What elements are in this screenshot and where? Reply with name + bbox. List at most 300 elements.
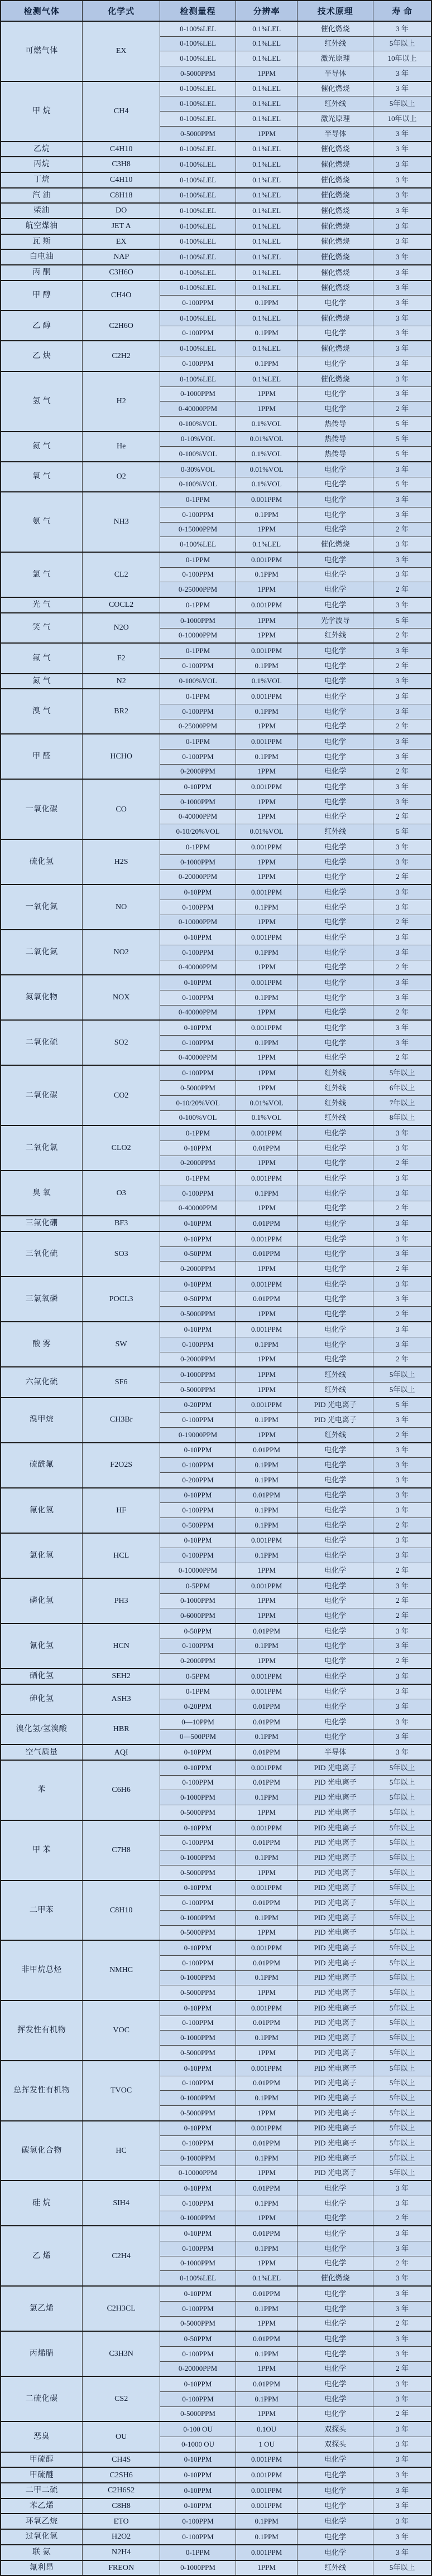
resolution-cell: 1PPM <box>236 2105 297 2120</box>
range-cell: 0-1PPM <box>160 1684 236 1699</box>
life-cell: 2 年 <box>373 1005 431 1020</box>
gas-name-cell: 氮 气 <box>1 674 83 689</box>
range-cell: 0-10000PPM <box>160 2166 236 2181</box>
principle-cell: PID 光电离子 <box>297 1805 373 1820</box>
gas-name-cell: 甲 醇 <box>1 281 83 311</box>
resolution-cell: 1PPM <box>236 402 297 417</box>
range-cell: 0-10PPM <box>160 1940 236 1955</box>
principle-cell: 电化学 <box>297 1623 373 1639</box>
principle-cell: 电化学 <box>297 326 373 341</box>
principle-cell: 电化学 <box>297 582 373 597</box>
table-row <box>1 1443 431 1458</box>
range-cell: 0-10PPM <box>160 1881 236 1896</box>
gas-name-cell: 二甲苯 <box>1 1881 83 1941</box>
range-cell: 0-10PPM <box>160 1020 236 1035</box>
resolution-cell: 0.001PPM <box>236 1125 297 1140</box>
principle-cell: 电化学 <box>297 719 373 734</box>
principle-cell: 电化学 <box>297 900 373 915</box>
principle-cell: 电化学 <box>297 1020 373 1035</box>
principle-cell: 电化学 <box>297 2331 373 2346</box>
life-cell: 2 年 <box>373 1201 431 1216</box>
principle-cell: 电化学 <box>297 1262 373 1277</box>
resolution-cell: 1PPM <box>236 719 297 734</box>
range-cell: 0-1PPM <box>160 734 236 749</box>
resolution-cell: 0.1PPM <box>236 1458 297 1473</box>
table-row <box>1 1398 431 1413</box>
range-cell: 0-100PPM <box>160 2346 236 2361</box>
life-cell: 2 年 <box>373 402 431 417</box>
range-cell: 0-100%LEL <box>160 249 236 265</box>
resolution-cell: 0.1PPM <box>236 1337 297 1352</box>
range-cell: 0-5000PPM <box>160 126 236 141</box>
life-cell: 3 年 <box>373 126 431 141</box>
life-cell: 7年以上 <box>373 1095 431 1110</box>
gas-name-cell: 空气质量 <box>1 1744 83 1760</box>
principle-cell: PID 光电离子 <box>297 1398 373 1413</box>
life-cell: 3 年 <box>373 1216 431 1231</box>
life-cell: 3 年 <box>373 885 431 900</box>
life-cell: 5年以上 <box>373 1940 431 1955</box>
resolution-cell: 0.001PPM <box>236 1940 297 1955</box>
principle-cell: PID 光电离子 <box>297 1910 373 1925</box>
range-cell: 0-10PPM <box>160 1488 236 1503</box>
table-row <box>1 2226 431 2241</box>
life-cell: 3 年 <box>373 371 431 386</box>
principle-cell: 红外线 <box>297 36 373 51</box>
principle-cell: 电化学 <box>297 1186 373 1201</box>
principle-cell: 电化学 <box>297 2467 373 2483</box>
principle-cell: 电化学 <box>297 2529 373 2545</box>
resolution-cell: 0.01PPM <box>236 1216 297 1231</box>
gas-name-cell: 甲 醛 <box>1 734 83 779</box>
life-cell: 3 年 <box>373 2271 431 2286</box>
table-row <box>1 839 431 854</box>
life-cell: 3 年 <box>373 734 431 749</box>
life-cell: 3 年 <box>373 689 431 704</box>
range-cell: 0-1000PPM <box>160 2211 236 2226</box>
table-row <box>1 2000 431 2016</box>
range-cell: 0-5000PPM <box>160 1925 236 1940</box>
life-cell: 3 年 <box>373 2422 431 2437</box>
life-cell: 2 年 <box>373 915 431 930</box>
life-cell: 2 年 <box>373 869 431 885</box>
gas-name-cell: 氨 气 <box>1 492 83 552</box>
principle-cell: 电化学 <box>297 1533 373 1548</box>
life-cell: 2 年 <box>373 1156 431 1171</box>
resolution-cell: 0.1PPM <box>236 326 297 341</box>
resolution-cell: 1PPM <box>236 1608 297 1623</box>
table-row <box>1 2452 431 2468</box>
formula-cell: N2 <box>83 674 160 689</box>
gas-name-cell: 恶臭 <box>1 2422 83 2452</box>
life-cell: 3 年 <box>373 1548 431 1563</box>
life-cell: 5 年 <box>373 432 431 447</box>
range-cell: 0-100PPM <box>160 1186 236 1201</box>
resolution-cell: 0.01%VOL <box>236 824 297 839</box>
life-cell: 3 年 <box>373 1413 431 1428</box>
formula-cell: CH3Br <box>83 1398 160 1443</box>
resolution-cell: 0.1%VOL <box>236 447 297 462</box>
resolution-cell: 1PPM <box>236 126 297 141</box>
range-cell: 0-100PPM <box>160 2016 236 2031</box>
resolution-cell: 1PPM <box>236 1985 297 2000</box>
resolution-cell: 0.1PPM <box>236 1036 297 1051</box>
life-cell: 2 年 <box>373 2316 431 2331</box>
life-cell: 2 年 <box>373 1427 431 1442</box>
resolution-cell: 1PPM <box>236 2166 297 2181</box>
gas-name-cell: 苯 <box>1 1760 83 1820</box>
resolution-cell: 0.01PPM <box>236 1246 297 1262</box>
life-cell: 3 年 <box>373 1744 431 1760</box>
gas-name-cell: 丁烷 <box>1 172 83 188</box>
resolution-cell: 0.1PPM <box>236 750 297 765</box>
resolution-cell: 1 OU <box>236 2437 297 2452</box>
range-cell: 0-10PPM <box>160 2000 236 2016</box>
resolution-cell: 1PPM <box>236 1427 297 1442</box>
resolution-cell: 0.1%LEL <box>236 81 297 96</box>
principle-cell: 电化学 <box>297 2361 373 2376</box>
gas-name-cell: 可燃气体 <box>1 21 83 81</box>
principle-cell: 催化燃烧 <box>297 249 373 265</box>
gas-name-cell: 汽 油 <box>1 188 83 204</box>
resolution-cell: 1PPM <box>236 915 297 930</box>
principle-cell: 半导体 <box>297 1744 373 1760</box>
range-cell: 0-100PPM <box>160 2301 236 2316</box>
range-cell: 0-1PPM <box>160 839 236 854</box>
resolution-cell: 0.001PPM <box>236 1020 297 1035</box>
life-cell: 3 年 <box>373 1669 431 1684</box>
life-cell: 3 年 <box>373 2301 431 2316</box>
life-cell: 2 年 <box>373 1608 431 1623</box>
table-row <box>1 1367 431 1382</box>
gas-name-cell: 乙 烯 <box>1 2226 83 2286</box>
resolution-cell: 0.1PPM <box>236 1850 297 1865</box>
formula-cell: CO <box>83 779 160 839</box>
table-row <box>1 2545 431 2560</box>
principle-cell: 电化学 <box>297 2406 373 2422</box>
resolution-cell: 0.01PPM <box>236 1775 297 1790</box>
resolution-cell: 0.001PPM <box>236 885 297 900</box>
resolution-cell: 0.01PPM <box>236 2286 297 2301</box>
table-body <box>1 21 431 2575</box>
life-cell: 5年以上 <box>373 1970 431 1985</box>
range-cell: 0-100PPM <box>160 2241 236 2256</box>
table-row <box>1 1216 431 1231</box>
principle-cell: 红外线 <box>297 1110 373 1125</box>
resolution-cell: 0.1PPM <box>236 900 297 915</box>
principle-cell: PID 光电离子 <box>297 2166 373 2181</box>
life-cell: 3 年 <box>373 1277 431 1292</box>
principle-cell: 电化学 <box>297 869 373 885</box>
life-cell: 2 年 <box>373 582 431 597</box>
principle-cell: 电化学 <box>297 1518 373 1533</box>
principle-cell: 电化学 <box>297 567 373 582</box>
range-cell: 0-100PPM <box>160 1835 236 1850</box>
life-cell: 3 年 <box>373 1699 431 1714</box>
life-cell: 5 年 <box>373 1398 431 1413</box>
life-cell: 3 年 <box>373 2331 431 2346</box>
principle-cell: 电化学 <box>297 2545 373 2560</box>
resolution-cell: 0.001PPM <box>236 1669 297 1684</box>
range-cell: 0-10000PPM <box>160 628 236 643</box>
range-cell: 0-5000PPM <box>160 66 236 81</box>
life-cell: 3 年 <box>373 552 431 567</box>
life-cell: 5年以上 <box>373 1881 431 1896</box>
range-cell: 0-10PPM <box>160 1216 236 1231</box>
life-cell: 3 年 <box>373 21 431 36</box>
principle-cell: 催化燃烧 <box>297 188 373 204</box>
resolution-cell: 0.1PPM <box>236 1910 297 1925</box>
resolution-cell: 0.01PPM <box>236 1140 297 1156</box>
resolution-cell: 0.01PPM <box>236 1292 297 1307</box>
resolution-cell: 0.1%LEL <box>236 249 297 265</box>
formula-cell: C2H4 <box>83 2226 160 2286</box>
range-cell: 0-50PPM <box>160 2331 236 2346</box>
life-cell: 5年以上 <box>373 36 431 51</box>
life-cell: 3 年 <box>373 1036 431 1051</box>
principle-cell: PID 光电离子 <box>297 1896 373 1911</box>
range-cell: 0-100PPM <box>160 356 236 371</box>
life-cell: 5年以上 <box>373 1835 431 1850</box>
formula-cell: BF3 <box>83 1216 160 1231</box>
range-cell: 0-100%VOL <box>160 1110 236 1125</box>
resolution-cell: 0.1%LEL <box>236 36 297 51</box>
principle-cell: 催化燃烧 <box>297 371 373 386</box>
life-cell: 2 年 <box>373 1262 431 1277</box>
range-cell: 0-1PPM <box>160 597 236 613</box>
formula-cell: HC <box>83 2121 160 2181</box>
resolution-cell: 0.01PPM <box>236 2076 297 2091</box>
resolution-cell: 0.01PPM <box>236 1956 297 1971</box>
table-row <box>1 2331 431 2346</box>
gas-name-cell: 三氟化硼 <box>1 1216 83 1231</box>
principle-cell: 催化燃烧 <box>297 219 373 234</box>
range-cell: 0-100%LEL <box>160 157 236 172</box>
life-cell: 2 年 <box>373 1563 431 1578</box>
gas-name-cell: 航空煤油 <box>1 219 83 234</box>
gas-name-cell: 环氧乙烷 <box>1 2514 83 2529</box>
range-cell: 0-100%LEL <box>160 51 236 66</box>
life-cell: 5年以上 <box>373 1865 431 1880</box>
life-cell: 3 年 <box>373 2529 431 2545</box>
formula-cell: FREON <box>83 2560 160 2576</box>
resolution-cell: 0.01%VOL <box>236 462 297 477</box>
range-cell: 0-20000PPM <box>160 2361 236 2376</box>
gas-name-cell: 氯乙烯 <box>1 2286 83 2331</box>
range-cell: 0-10PPM <box>160 1820 236 1835</box>
formula-cell: C4H10 <box>83 142 160 157</box>
range-cell: 0-1000PPM <box>160 386 236 402</box>
principle-cell: 电化学 <box>297 296 373 311</box>
gas-name-cell: 光 气 <box>1 597 83 613</box>
resolution-cell: 0.01PPM <box>236 2016 297 2031</box>
life-cell: 10年以上 <box>373 112 431 127</box>
range-cell: 0-2000PPM <box>160 764 236 779</box>
principle-cell: 电化学 <box>297 1005 373 1020</box>
table-row <box>1 689 431 704</box>
range-cell: 0-1PPM <box>160 2545 236 2560</box>
range-cell: 0-10000PPM <box>160 1563 236 1578</box>
resolution-cell: 0.001PPM <box>236 1684 297 1699</box>
range-cell: 0-1000PPM <box>160 1850 236 1865</box>
formula-cell: OU <box>83 2422 160 2452</box>
principle-cell: 电化学 <box>297 1699 373 1714</box>
range-cell: 0-100PPM <box>160 1896 236 1911</box>
formula-cell: C8H18 <box>83 188 160 204</box>
formula-cell: HCN <box>83 1623 160 1669</box>
resolution-cell: 1PPM <box>236 809 297 824</box>
life-cell: 3 年 <box>373 2514 431 2529</box>
range-cell: 0-10/20%VOL <box>160 1095 236 1110</box>
formula-cell: CH4S <box>83 2452 160 2468</box>
range-cell: 0-2000PPM <box>160 1262 236 1277</box>
range-cell: 0-100%LEL <box>160 2271 236 2286</box>
resolution-cell: 0.1PPM <box>236 1503 297 1518</box>
range-cell: 0-10PPM <box>160 1443 236 1458</box>
gas-name-cell: 丙 酮 <box>1 265 83 281</box>
formula-cell: H2 <box>83 371 160 432</box>
resolution-cell: 0.001PPM <box>236 779 297 794</box>
resolution-cell: 1PPM <box>236 66 297 81</box>
principle-cell: 电化学 <box>297 2376 373 2391</box>
range-cell: 0-1000PPM <box>160 1790 236 1805</box>
principle-cell: 电化学 <box>297 1503 373 1518</box>
range-cell: 0-100%LEL <box>160 36 236 51</box>
resolution-cell: 1PPM <box>236 1382 297 1397</box>
range-cell: 0-100PPM <box>160 296 236 311</box>
range-cell: 0-10PPM <box>160 779 236 794</box>
table-row <box>1 1020 431 1035</box>
life-cell: 3 年 <box>373 750 431 765</box>
resolution-cell: 0.1PPM <box>236 356 297 371</box>
life-cell: 3 年 <box>373 188 431 204</box>
principle-cell: 电化学 <box>297 492 373 507</box>
table-row <box>1 613 431 628</box>
principle-cell: 电化学 <box>297 1140 373 1156</box>
life-cell: 3 年 <box>373 1639 431 1654</box>
resolution-cell: 1PPM <box>236 1156 297 1171</box>
table-row <box>1 1820 431 1835</box>
range-cell: 0-50PPM <box>160 1623 236 1639</box>
resolution-cell: 0.001PPM <box>236 1533 297 1548</box>
principle-cell: 电化学 <box>297 2452 373 2468</box>
gas-name-cell: 丙烯腈 <box>1 2331 83 2376</box>
life-cell: 2 年 <box>373 960 431 975</box>
life-cell: 3 年 <box>373 326 431 341</box>
range-cell: 0-100PPM <box>160 1503 236 1518</box>
principle-cell: PID 光电离子 <box>297 1985 373 2000</box>
resolution-cell: 0.1%VOL <box>236 1110 297 1125</box>
table-row <box>1 21 431 36</box>
life-cell: 5年以上 <box>373 2000 431 2016</box>
principle-cell: 电化学 <box>297 2301 373 2316</box>
range-cell: 0-100PPM <box>160 2391 236 2406</box>
table-row <box>1 172 431 188</box>
life-cell: 3 年 <box>373 1231 431 1246</box>
range-cell: 0-100PPM <box>160 900 236 915</box>
resolution-cell: 0.001PPM <box>236 552 297 567</box>
resolution-cell: 0.1OU <box>236 2422 297 2437</box>
principle-cell: 电化学 <box>297 2226 373 2241</box>
principle-cell: 电化学 <box>297 552 373 567</box>
resolution-cell: 0.001PPM <box>236 2483 297 2498</box>
life-cell: 2 年 <box>373 1593 431 1608</box>
formula-cell: C3H8 <box>83 157 160 172</box>
life-cell: 3 年 <box>373 674 431 689</box>
resolution-cell: 0.1PPM <box>236 1518 297 1533</box>
principle-cell: 红外线 <box>297 1081 373 1096</box>
range-cell: 0-100PPM <box>160 1639 236 1654</box>
table-row <box>1 265 431 281</box>
life-cell: 5年以上 <box>373 1760 431 1775</box>
range-cell: 0-100%LEL <box>160 281 236 296</box>
principle-cell: PID 光电离子 <box>297 1956 373 1971</box>
resolution-cell: 0.1%VOL <box>236 674 297 689</box>
resolution-cell: 0.1%LEL <box>236 142 297 157</box>
resolution-cell: 0.01PPM <box>236 2181 297 2196</box>
principle-cell: 双探头 <box>297 2422 373 2437</box>
formula-cell: C6H6 <box>83 1760 160 1820</box>
principle-cell: PID 光电离子 <box>297 2136 373 2151</box>
gas-name-cell: 砷化氢 <box>1 1684 83 1714</box>
range-cell: 0-100PPM <box>160 1036 236 1051</box>
life-cell: 2 年 <box>373 2211 431 2226</box>
range-cell: 0-10000PPM <box>160 915 236 930</box>
range-cell: 0-1000PPM <box>160 2091 236 2106</box>
range-cell: 0-25000PPM <box>160 582 236 597</box>
resolution-cell: 0.1PPM <box>236 2091 297 2106</box>
life-cell: 3 年 <box>373 2452 431 2468</box>
life-cell: 5年以上 <box>373 1925 431 1940</box>
life-cell: 5年以上 <box>373 2091 431 2106</box>
table-row <box>1 2498 431 2514</box>
gas-name-cell: 笑 气 <box>1 613 83 643</box>
range-cell: 0-50PPM <box>160 1246 236 1262</box>
resolution-cell: 0.01%VOL <box>236 1095 297 1110</box>
range-cell: 0-1000PPM <box>160 1367 236 1382</box>
formula-cell: EX <box>83 21 160 81</box>
table-row <box>1 674 431 689</box>
range-cell: 0-100%LEL <box>160 234 236 250</box>
life-cell: 2 年 <box>373 1307 431 1322</box>
formula-cell: SIH4 <box>83 2181 160 2226</box>
gas-name-cell: 氢 气 <box>1 371 83 432</box>
principle-cell: 电化学 <box>297 990 373 1006</box>
life-cell: 2 年 <box>373 764 431 779</box>
formula-cell: CH4O <box>83 281 160 311</box>
gas-name-cell: 二氧化硫 <box>1 1020 83 1065</box>
range-cell: 0-10PPM <box>160 1322 236 1337</box>
principle-cell: 电化学 <box>297 2514 373 2529</box>
life-cell: 3 年 <box>373 2181 431 2196</box>
principle-cell: 电化学 <box>297 1488 373 1503</box>
life-cell: 3 年 <box>373 1337 431 1352</box>
resolution-cell: 0.001PPM <box>236 975 297 990</box>
resolution-cell: 0.1PPM <box>236 2241 297 2256</box>
life-cell: 3 年 <box>373 597 431 613</box>
resolution-cell: 0.01PPM <box>236 2226 297 2241</box>
life-cell: 2 年 <box>373 1654 431 1669</box>
table-row <box>1 462 431 477</box>
gas-name-cell: 氦 气 <box>1 432 83 462</box>
resolution-cell: 0.001PPM <box>236 1398 297 1413</box>
resolution-cell: 0.1PPM <box>236 1639 297 1654</box>
life-cell: 3 年 <box>373 839 431 854</box>
formula-cell: C2H2 <box>83 341 160 371</box>
formula-cell: C3H6O <box>83 265 160 281</box>
formula-cell: DO <box>83 203 160 219</box>
table-row <box>1 1578 431 1593</box>
